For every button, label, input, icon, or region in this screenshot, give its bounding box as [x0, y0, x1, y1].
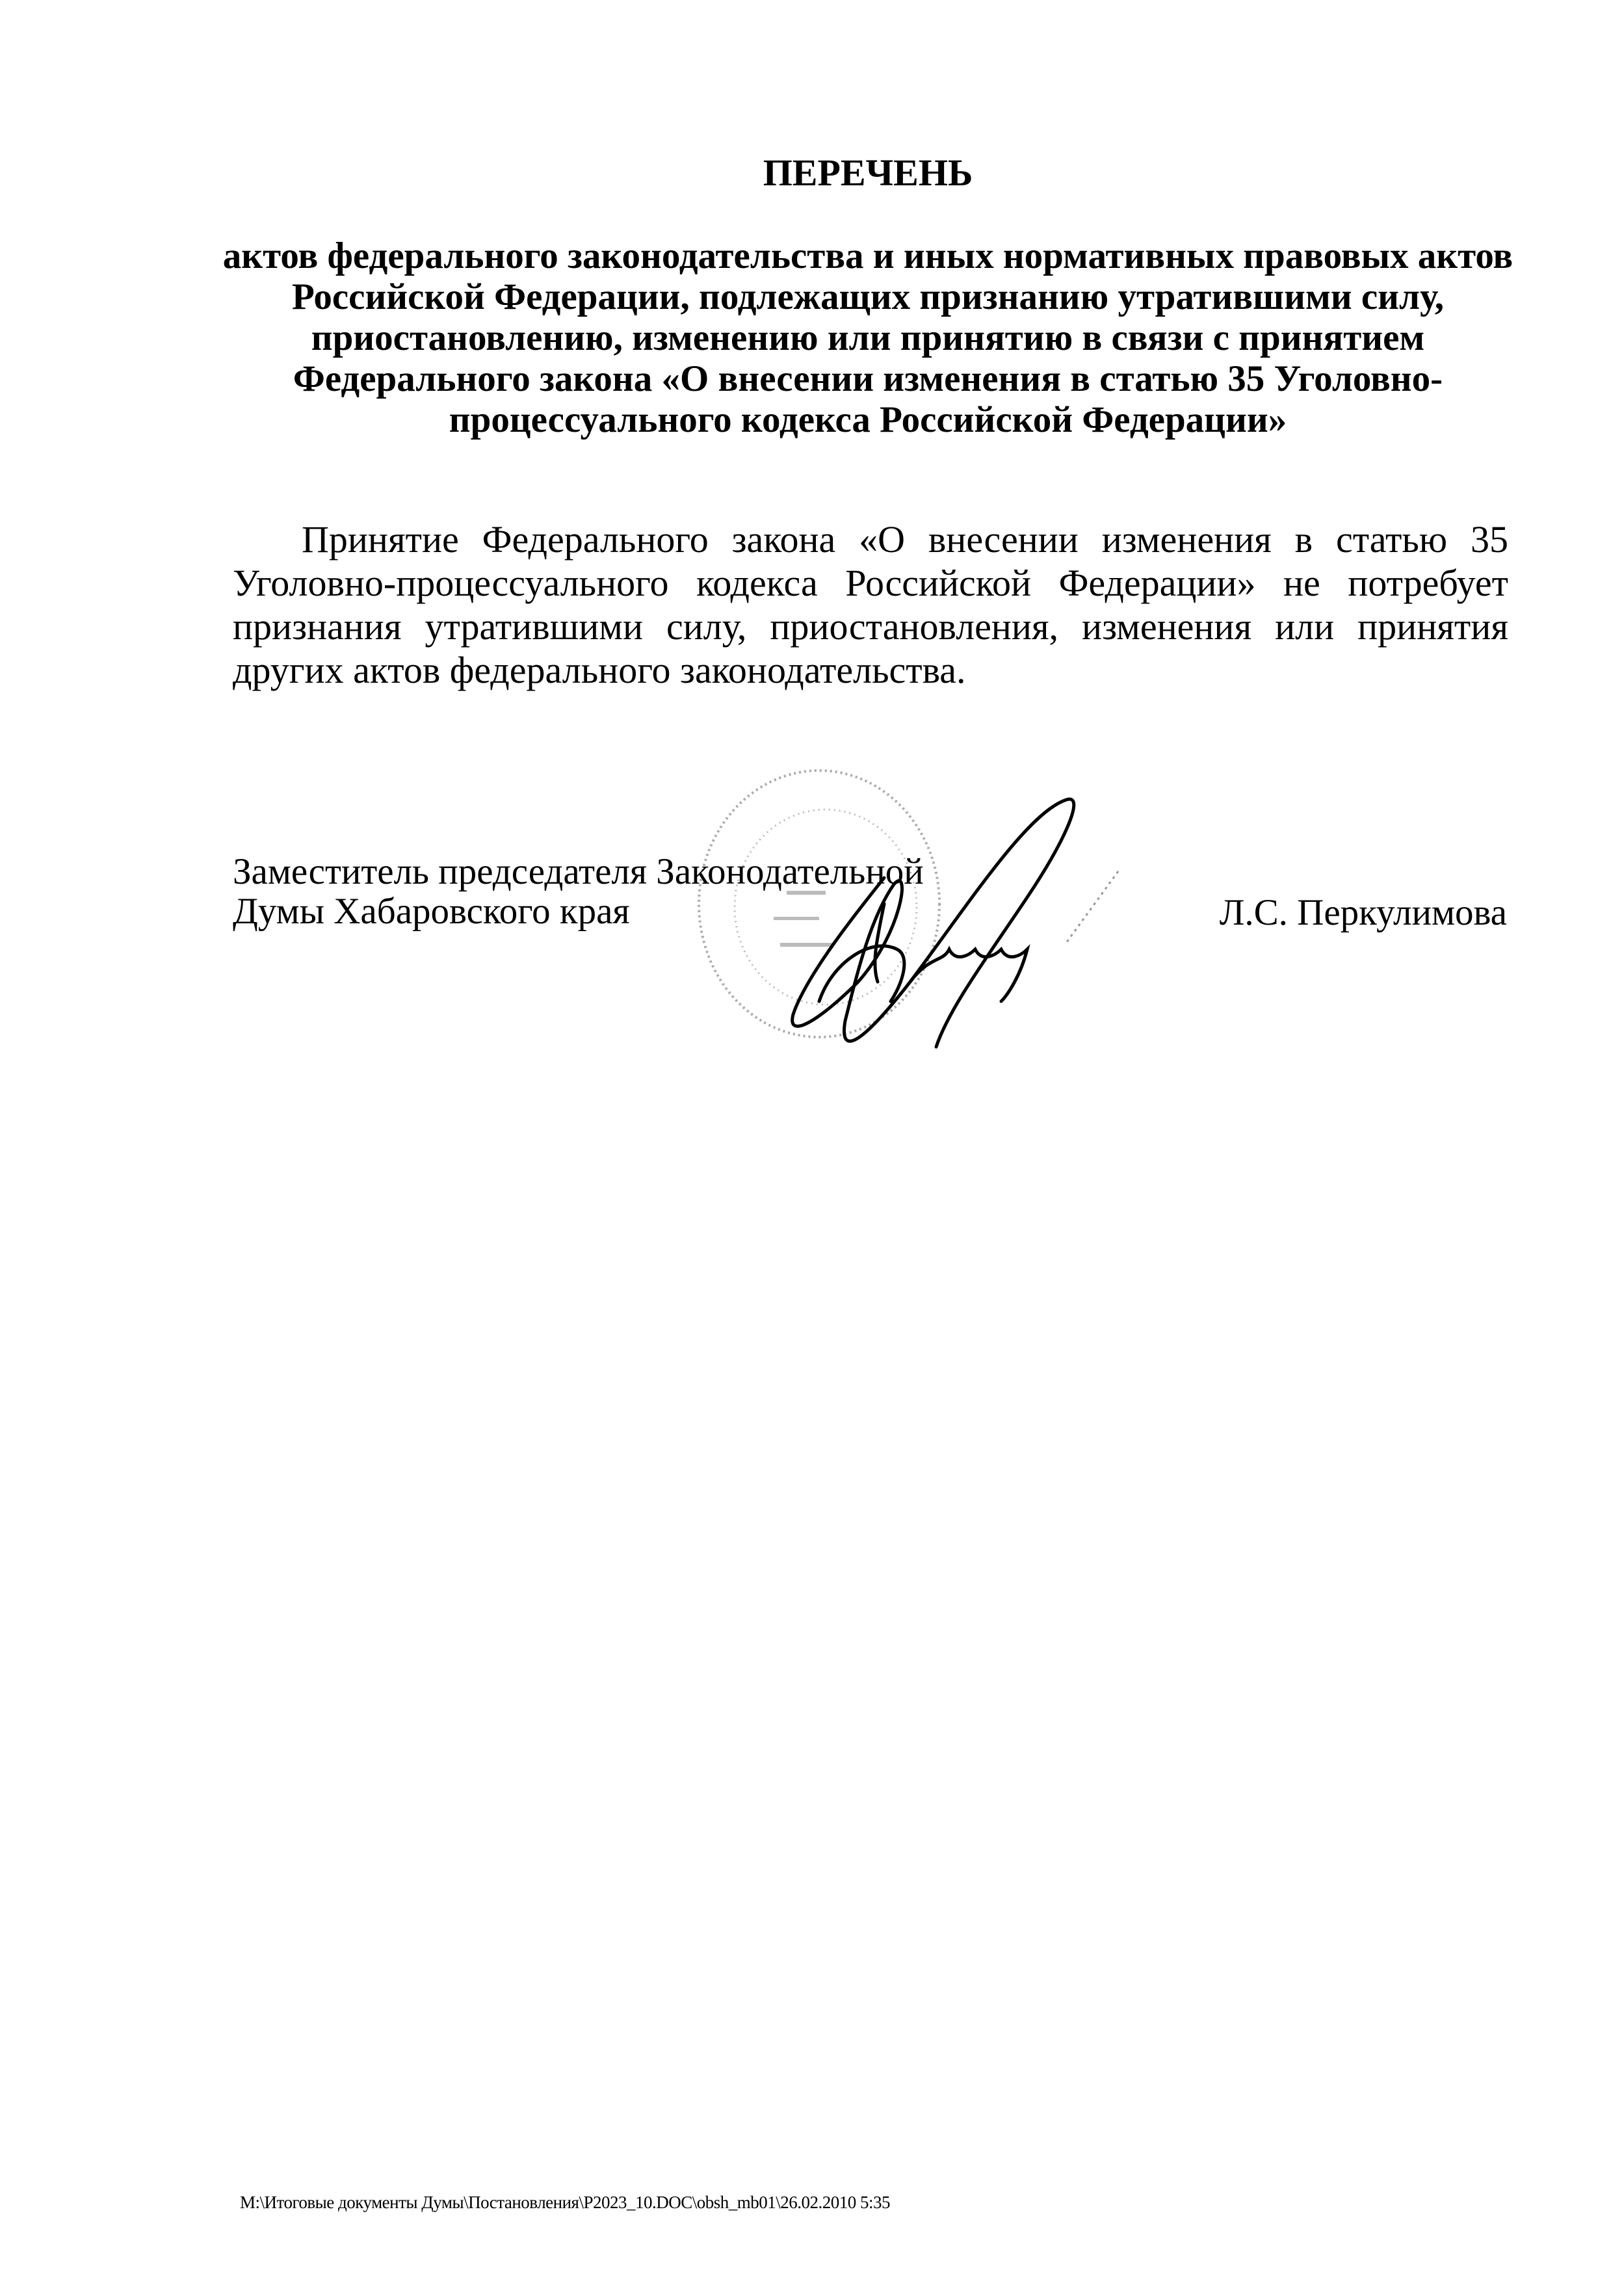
subtitle-line: процессуального кодекса Российской Федерации»: [449, 399, 1287, 440]
subtitle-line: Федерального закона «О внесении изменения в статью 35 Уголовно-: [293, 358, 1443, 399]
position-line: Заместитель председателя Законодательной: [233, 851, 924, 892]
subtitle-line: актов федерального законодательства и иных нормативных правовых актов: [222, 235, 1513, 276]
handwritten-signature: [780, 787, 1183, 1073]
document-subtitle: [215, 235, 1521, 440]
document-title: ПЕРЕЧЕНЬ: [763, 152, 973, 194]
subtitle-line: приостановлению, изменению или принятию в связи с принятием: [311, 317, 1425, 358]
subtitle-line: Российской Федерации, подлежащих признанию утратившими силу,: [291, 276, 1445, 317]
position-line: Думы Хабаровского края: [233, 891, 630, 932]
signatory-name: Л.С. Перкулимова: [1219, 892, 1507, 933]
footer-file-path: M:\Итоговые документы Думы\Постановления\P2023_10.DOC\obsh_mb01\26.02.2010 5:35: [240, 2193, 891, 2212]
body-paragraph: Принятие Федерального закона «О внесении изменения в статью 35 Уголовно-процессуального кодекса Российской Федерации» не потребует признания утратившими силу, приостановления, изменения или принятия других актов федерального законодательства.: [233, 518, 1508, 691]
